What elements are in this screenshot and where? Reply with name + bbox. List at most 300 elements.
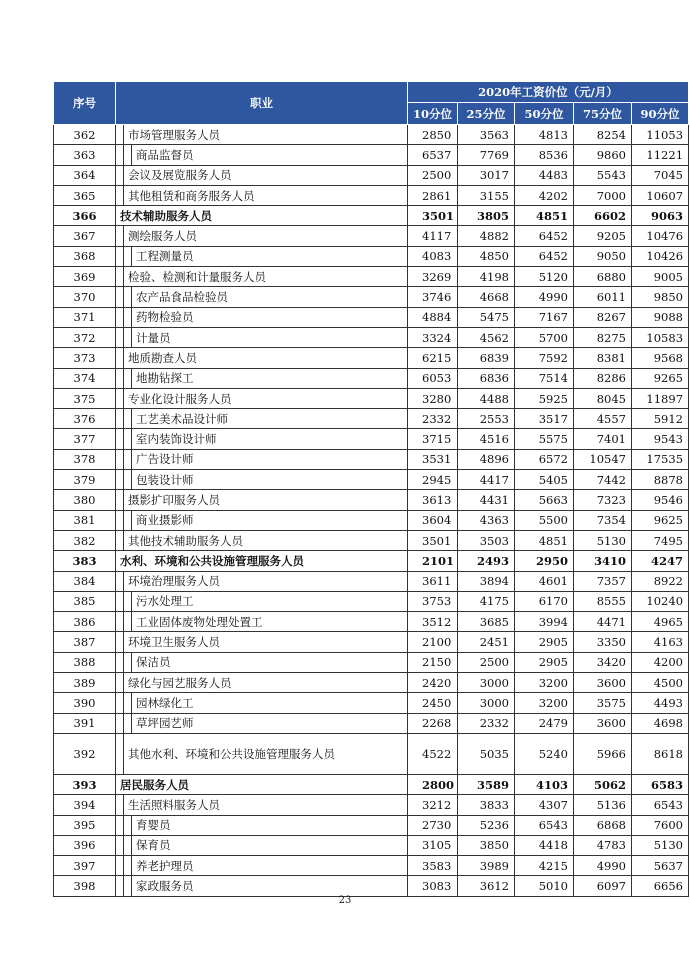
row-value-p90: 5637	[632, 856, 689, 876]
table-row	[54, 327, 689, 347]
table-row	[54, 388, 689, 408]
row-seq: 381	[54, 510, 116, 530]
row-value-p90: 11053	[632, 125, 689, 145]
row-value-p90: 4200	[632, 652, 689, 672]
row-occupation: 市场管理服务人员	[124, 125, 408, 145]
row-value-p90: 7600	[632, 815, 689, 835]
row-value-p10: 2800	[408, 774, 458, 794]
table-row	[54, 510, 689, 530]
row-value-p10: 3753	[408, 591, 458, 611]
table-row	[54, 348, 689, 368]
row-value-p75: 8275	[574, 327, 632, 347]
row-occupation: 居民服务人员	[116, 774, 408, 794]
row-occupation: 地勘钻探工	[132, 368, 408, 388]
row-value-p50: 2905	[515, 652, 574, 672]
row-seq: 386	[54, 612, 116, 632]
row-value-p50: 4103	[515, 774, 574, 794]
row-value-p90: 4965	[632, 612, 689, 632]
indent-gutter	[116, 713, 124, 733]
row-value-p25: 4198	[458, 267, 515, 287]
row-value-p90: 9625	[632, 510, 689, 530]
row-value-p75: 8254	[574, 125, 632, 145]
indent-gutter	[124, 693, 132, 713]
row-value-p25: 3503	[458, 530, 515, 550]
row-value-p10: 4083	[408, 246, 458, 266]
row-occupation: 药物检验员	[132, 307, 408, 327]
indent-gutter	[116, 185, 124, 205]
row-value-p50: 6452	[515, 226, 574, 246]
indent-gutter	[116, 246, 124, 266]
row-seq: 392	[54, 733, 116, 774]
row-value-p75: 4557	[574, 409, 632, 429]
table-row	[54, 470, 689, 490]
row-value-p50: 6572	[515, 449, 574, 469]
row-value-p50: 4418	[515, 835, 574, 855]
row-value-p25: 2451	[458, 632, 515, 652]
indent-gutter	[116, 368, 124, 388]
row-value-p25: 3155	[458, 185, 515, 205]
indent-gutter	[124, 429, 132, 449]
row-occupation: 测绘服务人员	[124, 226, 408, 246]
row-seq: 376	[54, 409, 116, 429]
indent-gutter	[116, 348, 124, 368]
table-body	[54, 125, 689, 897]
row-occupation: 草坪园艺师	[132, 713, 408, 733]
indent-gutter	[116, 429, 124, 449]
row-value-p50: 3517	[515, 409, 574, 429]
table-row	[54, 206, 689, 226]
table-row	[54, 835, 689, 855]
row-value-p90: 10476	[632, 226, 689, 246]
row-value-p10: 3269	[408, 267, 458, 287]
row-value-p75: 4783	[574, 835, 632, 855]
row-occupation: 室内装饰设计师	[132, 429, 408, 449]
row-seq: 362	[54, 125, 116, 145]
indent-gutter	[116, 652, 124, 672]
row-value-p90: 9005	[632, 267, 689, 287]
row-seq: 378	[54, 449, 116, 469]
header-occupation: 职业	[116, 82, 408, 125]
row-value-p25: 7769	[458, 145, 515, 165]
row-value-p50: 6170	[515, 591, 574, 611]
row-value-p50: 5663	[515, 490, 574, 510]
row-value-p75: 5543	[574, 165, 632, 185]
indent-gutter	[116, 145, 124, 165]
row-value-p25: 4850	[458, 246, 515, 266]
table-row	[54, 368, 689, 388]
row-seq: 391	[54, 713, 116, 733]
row-value-p50: 4202	[515, 185, 574, 205]
row-occupation: 其他技术辅助服务人员	[124, 530, 408, 550]
table-row	[54, 307, 689, 327]
row-occupation: 工程测量员	[132, 246, 408, 266]
row-occupation: 商品监督员	[132, 145, 408, 165]
row-seq: 367	[54, 226, 116, 246]
row-value-p75: 6011	[574, 287, 632, 307]
indent-gutter	[116, 287, 124, 307]
row-value-p50: 6543	[515, 815, 574, 835]
row-occupation: 工艺美术品设计师	[132, 409, 408, 429]
row-value-p75: 5130	[574, 530, 632, 550]
row-value-p10: 2945	[408, 470, 458, 490]
row-value-p90: 9088	[632, 307, 689, 327]
row-value-p75: 4471	[574, 612, 632, 632]
row-value-p75: 3350	[574, 632, 632, 652]
row-value-p50: 7514	[515, 368, 574, 388]
row-value-p25: 2553	[458, 409, 515, 429]
row-value-p90: 8878	[632, 470, 689, 490]
row-value-p10: 6053	[408, 368, 458, 388]
row-value-p75: 5966	[574, 733, 632, 774]
row-occupation: 家政服务员	[132, 876, 408, 896]
row-value-p50: 2905	[515, 632, 574, 652]
table-row	[54, 632, 689, 652]
table-row	[54, 490, 689, 510]
row-value-p50: 2950	[515, 551, 574, 571]
table-row	[54, 876, 689, 896]
page-number: 23	[338, 895, 352, 906]
indent-gutter	[116, 267, 124, 287]
row-seq: 393	[54, 774, 116, 794]
row-seq: 390	[54, 693, 116, 713]
row-value-p25: 5475	[458, 307, 515, 327]
row-value-p90: 10426	[632, 246, 689, 266]
row-value-p25: 4668	[458, 287, 515, 307]
row-value-p10: 2850	[408, 125, 458, 145]
row-value-p50: 5405	[515, 470, 574, 490]
row-value-p75: 8267	[574, 307, 632, 327]
table-row	[54, 185, 689, 205]
row-occupation: 养老护理员	[132, 856, 408, 876]
row-seq: 373	[54, 348, 116, 368]
row-value-p25: 3000	[458, 693, 515, 713]
row-value-p90: 5130	[632, 835, 689, 855]
row-value-p10: 2450	[408, 693, 458, 713]
row-occupation: 摄影扩印服务人员	[124, 490, 408, 510]
table-row	[54, 125, 689, 145]
row-value-p25: 4363	[458, 510, 515, 530]
row-occupation: 计量员	[132, 327, 408, 347]
row-occupation: 环境治理服务人员	[124, 571, 408, 591]
row-value-p50: 5575	[515, 429, 574, 449]
row-value-p25: 6836	[458, 368, 515, 388]
row-occupation: 工业固体废物处理处置工	[132, 612, 408, 632]
row-value-p10: 3531	[408, 449, 458, 469]
row-value-p10: 3501	[408, 530, 458, 550]
table-row	[54, 571, 689, 591]
row-value-p25: 3833	[458, 795, 515, 815]
row-value-p90: 7495	[632, 530, 689, 550]
row-value-p50: 3994	[515, 612, 574, 632]
row-value-p90: 4698	[632, 713, 689, 733]
row-occupation: 保洁员	[132, 652, 408, 672]
row-value-p90: 17535	[632, 449, 689, 469]
row-occupation: 农产品食品检验员	[132, 287, 408, 307]
row-value-p90: 6583	[632, 774, 689, 794]
row-seq: 380	[54, 490, 116, 510]
indent-gutter	[116, 510, 124, 530]
row-value-p90: 6543	[632, 795, 689, 815]
indent-gutter	[124, 409, 132, 429]
row-value-p25: 4488	[458, 388, 515, 408]
row-seq: 369	[54, 267, 116, 287]
indent-gutter	[116, 835, 124, 855]
row-occupation: 商业摄影师	[132, 510, 408, 530]
indent-gutter	[116, 815, 124, 835]
row-value-p90: 9546	[632, 490, 689, 510]
indent-gutter	[124, 145, 132, 165]
row-value-p50: 5120	[515, 267, 574, 287]
row-value-p10: 2420	[408, 673, 458, 693]
indent-gutter	[116, 591, 124, 611]
row-value-p25: 3589	[458, 774, 515, 794]
row-value-p75: 7401	[574, 429, 632, 449]
row-value-p50: 7592	[515, 348, 574, 368]
row-value-p75: 6097	[574, 876, 632, 896]
row-seq: 374	[54, 368, 116, 388]
row-value-p10: 3105	[408, 835, 458, 855]
row-seq: 379	[54, 470, 116, 490]
indent-gutter	[116, 388, 124, 408]
header-p50: 50分位	[515, 103, 574, 125]
table-row	[54, 591, 689, 611]
row-value-p75: 8286	[574, 368, 632, 388]
row-value-p50: 5500	[515, 510, 574, 530]
indent-gutter	[116, 449, 124, 469]
table-row	[54, 246, 689, 266]
row-value-p50: 6452	[515, 246, 574, 266]
row-value-p50: 4307	[515, 795, 574, 815]
row-value-p90: 8922	[632, 571, 689, 591]
row-value-p25: 6839	[458, 348, 515, 368]
row-value-p10: 2332	[408, 409, 458, 429]
wage-table	[53, 81, 689, 897]
indent-gutter	[124, 713, 132, 733]
row-value-p10: 3583	[408, 856, 458, 876]
row-occupation: 育婴员	[132, 815, 408, 835]
row-value-p25: 5236	[458, 815, 515, 835]
row-value-p75: 3410	[574, 551, 632, 571]
row-value-p10: 3212	[408, 795, 458, 815]
row-value-p75: 5136	[574, 795, 632, 815]
row-value-p10: 3611	[408, 571, 458, 591]
row-value-p25: 3017	[458, 165, 515, 185]
row-value-p25: 2500	[458, 652, 515, 672]
indent-gutter	[124, 815, 132, 835]
row-occupation: 会议及展览服务人员	[124, 165, 408, 185]
row-seq: 366	[54, 206, 116, 226]
indent-gutter	[116, 307, 124, 327]
indent-gutter	[124, 470, 132, 490]
row-occupation: 检验、检测和计量服务人员	[124, 267, 408, 287]
row-value-p25: 3850	[458, 835, 515, 855]
header-p10: 10分位	[408, 103, 458, 125]
row-value-p90: 10240	[632, 591, 689, 611]
row-value-p25: 4896	[458, 449, 515, 469]
table-row	[54, 795, 689, 815]
row-occupation: 广告设计师	[132, 449, 408, 469]
table-row	[54, 856, 689, 876]
table-row	[54, 165, 689, 185]
row-value-p25: 3563	[458, 125, 515, 145]
row-value-p50: 4215	[515, 856, 574, 876]
row-occupation: 地质勘查人员	[124, 348, 408, 368]
row-value-p25: 3000	[458, 673, 515, 693]
row-seq: 388	[54, 652, 116, 672]
row-value-p10: 4522	[408, 733, 458, 774]
row-value-p50: 5700	[515, 327, 574, 347]
row-value-p25: 4431	[458, 490, 515, 510]
indent-gutter	[116, 876, 124, 896]
row-value-p10: 2101	[408, 551, 458, 571]
row-seq: 382	[54, 530, 116, 550]
row-value-p90: 11221	[632, 145, 689, 165]
table-row	[54, 551, 689, 571]
indent-gutter	[116, 733, 124, 774]
table-header	[54, 82, 689, 125]
row-value-p90: 4163	[632, 632, 689, 652]
indent-gutter	[116, 226, 124, 246]
table-row	[54, 226, 689, 246]
row-value-p90: 7045	[632, 165, 689, 185]
indent-gutter	[124, 368, 132, 388]
row-value-p75: 7442	[574, 470, 632, 490]
row-value-p10: 3501	[408, 206, 458, 226]
row-value-p75: 10547	[574, 449, 632, 469]
row-value-p25: 3805	[458, 206, 515, 226]
row-value-p75: 3420	[574, 652, 632, 672]
row-value-p50: 4601	[515, 571, 574, 591]
table-row	[54, 815, 689, 835]
table-row	[54, 409, 689, 429]
row-value-p10: 3613	[408, 490, 458, 510]
row-value-p75: 6868	[574, 815, 632, 835]
indent-gutter	[116, 673, 124, 693]
row-value-p10: 6537	[408, 145, 458, 165]
row-value-p50: 4483	[515, 165, 574, 185]
indent-gutter	[116, 530, 124, 550]
row-value-p50: 5010	[515, 876, 574, 896]
indent-gutter	[116, 693, 124, 713]
row-value-p75: 7357	[574, 571, 632, 591]
row-occupation: 其他水利、环境和公共设施管理服务人员	[124, 733, 408, 774]
row-value-p75: 9860	[574, 145, 632, 165]
header-p25: 25分位	[458, 103, 515, 125]
table-row	[54, 652, 689, 672]
row-value-p10: 4117	[408, 226, 458, 246]
row-value-p75: 5062	[574, 774, 632, 794]
row-value-p90: 9265	[632, 368, 689, 388]
row-value-p90: 9063	[632, 206, 689, 226]
row-value-p10: 2268	[408, 713, 458, 733]
row-value-p25: 4516	[458, 429, 515, 449]
row-seq: 363	[54, 145, 116, 165]
row-occupation: 保育员	[132, 835, 408, 855]
row-occupation: 其他租赁和商务服务人员	[124, 185, 408, 205]
row-value-p10: 3512	[408, 612, 458, 632]
row-value-p90: 4247	[632, 551, 689, 571]
indent-gutter	[116, 165, 124, 185]
indent-gutter	[116, 856, 124, 876]
indent-gutter	[124, 612, 132, 632]
row-value-p25: 2332	[458, 713, 515, 733]
row-occupation: 环境卫生服务人员	[124, 632, 408, 652]
row-occupation: 水利、环境和公共设施管理服务人员	[116, 551, 408, 571]
table-row	[54, 267, 689, 287]
header-seq: 序号	[54, 82, 116, 125]
table-row	[54, 145, 689, 165]
row-value-p75: 7000	[574, 185, 632, 205]
row-occupation: 生活照料服务人员	[124, 795, 408, 815]
row-value-p90: 4500	[632, 673, 689, 693]
row-value-p25: 2493	[458, 551, 515, 571]
row-value-p10: 3604	[408, 510, 458, 530]
row-seq: 368	[54, 246, 116, 266]
row-seq: 385	[54, 591, 116, 611]
row-occupation: 园林绿化工	[132, 693, 408, 713]
indent-gutter	[124, 287, 132, 307]
indent-gutter	[116, 327, 124, 347]
row-value-p75: 3600	[574, 713, 632, 733]
row-value-p90: 9543	[632, 429, 689, 449]
row-seq: 394	[54, 795, 116, 815]
indent-gutter	[116, 795, 124, 815]
row-value-p10: 2861	[408, 185, 458, 205]
row-value-p50: 5925	[515, 388, 574, 408]
indent-gutter	[116, 632, 124, 652]
row-value-p50: 5240	[515, 733, 574, 774]
row-value-p50: 3200	[515, 693, 574, 713]
row-occupation: 包装设计师	[132, 470, 408, 490]
row-seq: 375	[54, 388, 116, 408]
table-row	[54, 287, 689, 307]
row-value-p50: 7167	[515, 307, 574, 327]
indent-gutter	[124, 327, 132, 347]
row-value-p75: 7354	[574, 510, 632, 530]
row-value-p75: 3600	[574, 673, 632, 693]
indent-gutter	[116, 612, 124, 632]
row-seq: 383	[54, 551, 116, 571]
indent-gutter	[116, 125, 124, 145]
row-seq: 365	[54, 185, 116, 205]
row-value-p25: 4882	[458, 226, 515, 246]
row-value-p25: 3894	[458, 571, 515, 591]
table-row	[54, 429, 689, 449]
row-value-p10: 2500	[408, 165, 458, 185]
header-p90: 90分位	[632, 103, 689, 125]
row-value-p25: 3989	[458, 856, 515, 876]
indent-gutter	[116, 571, 124, 591]
row-value-p10: 2100	[408, 632, 458, 652]
row-value-p10: 3324	[408, 327, 458, 347]
indent-gutter	[124, 246, 132, 266]
row-value-p10: 3715	[408, 429, 458, 449]
indent-gutter	[124, 856, 132, 876]
row-value-p90: 4493	[632, 693, 689, 713]
row-value-p75: 9205	[574, 226, 632, 246]
row-value-p10: 3280	[408, 388, 458, 408]
indent-gutter	[124, 591, 132, 611]
row-value-p75: 8555	[574, 591, 632, 611]
row-value-p25: 3685	[458, 612, 515, 632]
indent-gutter	[124, 835, 132, 855]
indent-gutter	[124, 307, 132, 327]
table-row	[54, 530, 689, 550]
row-value-p75: 6602	[574, 206, 632, 226]
row-seq: 364	[54, 165, 116, 185]
row-value-p90: 10607	[632, 185, 689, 205]
row-value-p50: 4851	[515, 206, 574, 226]
